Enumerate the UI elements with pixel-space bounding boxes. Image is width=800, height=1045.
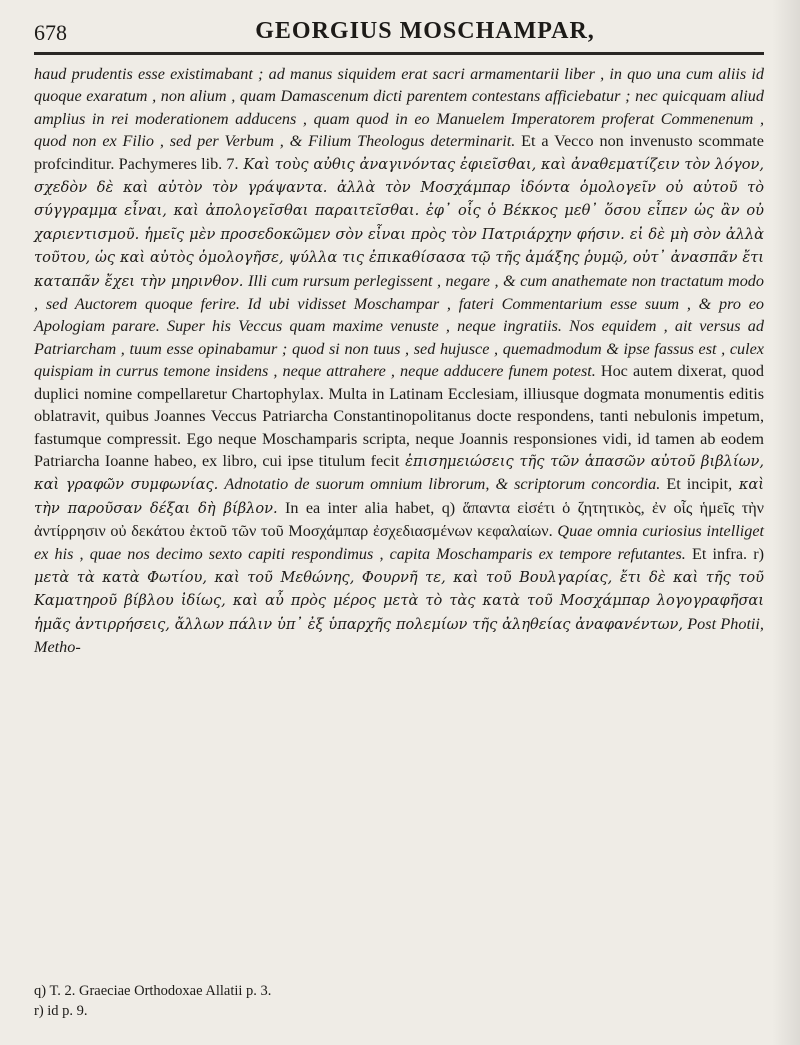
header-rule bbox=[34, 52, 764, 55]
latin-passage: Quae omnia curiosius intelliget ex his , quae nos decimo sexto capiti respondimus , capita Moschamparis ex tempore refutantes. bbox=[34, 522, 764, 563]
greek-quotation: μετὰ τὰ κατὰ Φωτίου, καὶ τοῦ Μεθώνης, Φουρνῆ τε, καὶ τοῦ Βουλγαρίας, ἔτι δὲ καὶ τῆς τοῦ Καματηροῦ βίβλου ἰδίως, καὶ αὖ πρὸς μέρος μετὰ τὸ τὰς κατὰ τοῦ Μοσχάμπαρ λογογραφῆσαι ἡμᾶς ἀντιρρήσεις, ἄλλων πάλιν ὑπ᾽ ἐξ ὑπαρχῆς πολεμίων τῆς ἀληθείας ἀναφανέντων, bbox=[34, 568, 764, 633]
greek-quotation: Καὶ τοὺς αὐθις ἀναγινόντας ἐφιεῖσθαι, καὶ ἀναθεματίζειν τὸν λόγον, σχεδὸν δὲ καὶ αὐτὸν τὸν γράψαντα. ἀλλὰ τὸν Μοσχάμπαρ ἰδόντα ὁμολογεῖν οὐ αὐτοῦ τὸ σύγγραμμα εἶναι, καὶ ἀπολογεῖσθαι παραιτεῖσθαι. ἐφ᾽ οἷς ὁ Βέκκος μεθ᾽ ὅσου εἶπεν ὡς ἂν οὐ χαριεντισμοῦ. ἡμεῖς μὲν προσεδοκῶμεν σὸν εἶναι πρὸς τὸν Πατριάρχην φήσιν. εἰ δὲ μὴ σὸν ἀλλὰ τοῦτου, ὡς καὶ αὐτὸς ὁμολογῆσε, ψύλλα τις ἐπικαθίσασα τῷ τῆς ἀμάξης ῥυμῷ, οὐτ᾽ ἀνασπᾶν ἔτι καταπᾶν ἔχει τὴν μηρινθον. bbox=[34, 155, 765, 290]
footnotes bbox=[34, 981, 764, 1021]
latin-translation: Illi cum rursum perlegissent , negare , & cum anathemate non tractatum modo , sed Auctorem quoque ferire. Id ubi vidisset Moschampar , fateri Commentarium esse suum , & pro eo Apologiam parare. Super his Veccus quam maxime venuste , neque ingratiis. Nos equidem , ait versus ad Patriarcham , tuum esse opinabamur ; quod si non tuus , sed hujusce , quemadmodum & ipse fassus est , culex quispiam in currus temone insidens , neque attrahere , neque adducere funem potest. bbox=[34, 271, 764, 381]
page-number: 678 bbox=[34, 20, 67, 45]
latin-passage: haud prudentis esse existimabant ; ad manus siquidem erat sacri armamentarii liber , in quo una cum aliis id quoque exaratum , non alium , quam Damascenum dicti parentem contestans afficiebatur ; nec quicquam aliud amplius in rei moderationem adducens , quam quod in eo Manuelem Imperatorem proferat Commenenum , quod non ex Filio , sed per Verbum , & Filium Theologus determinarit. bbox=[34, 65, 764, 151]
roman-passage: In ea inter alia habet, q) ἅπαντα εἰσέτι ὁ ζητητικὸς, ἐν οἷς ἡμεῖς τὴν ἀντίρρησιν οὐ δεκάτου ἐκτοῦ τῶν τοῦ Μοσχάμπαρ ἐσχεδιασμένων κεφαλαίων. bbox=[34, 498, 764, 541]
body-text bbox=[34, 63, 764, 659]
greek-title: ἐπισημειώσεις τῆς τῶν ἁπασῶν αὐτοῦ βιβλίων, καὶ γραφῶν συμφωνίας. bbox=[34, 452, 764, 494]
roman-passage: Et a Vecco non invenusto scommate profcinditur. Pachymeres lib. 7. bbox=[34, 132, 764, 173]
main-paragraph bbox=[34, 63, 764, 659]
greek-incipit: καὶ τὴν παροῦσαν δέξαι δὴ βίβλον. bbox=[34, 476, 764, 517]
footnote: q) T. 2. Graeciae Orthodoxae Allatii p. 3. bbox=[34, 983, 272, 999]
page-edge-shadow bbox=[772, 0, 800, 1045]
latin-passage: Post Photii, Metho- bbox=[34, 614, 764, 657]
roman-passage: Et incipit, bbox=[660, 475, 733, 494]
latin-title-translation: Adnotatio de suorum omnium librorum, & scriptorum concordia. bbox=[218, 475, 661, 494]
roman-passage: Et infra. r) bbox=[685, 544, 764, 563]
running-head bbox=[34, 14, 764, 46]
roman-passage: Hoc autem dixerat, quod duplici nomine compellaretur Chartophylax. Multa in Latinam Ecclesiam, illiusque dogmata monumentis editis oblatravit, quibus Joannes Veccus Patriarcha Constantinopolitanus docte respondens, tanti nebulonis impetum, fastumque compressit. Ego neque Moschamparis scripta, neque Joannis responsiones vidi, id tamen ab eodem Patriarcha Ioanne habeo, ex libro, cui ipse titulum fecit bbox=[34, 362, 764, 470]
footnote: r) id p. 9. bbox=[34, 1003, 88, 1019]
running-title: GEORGIUS MOSCHAMPAR, bbox=[255, 18, 595, 44]
